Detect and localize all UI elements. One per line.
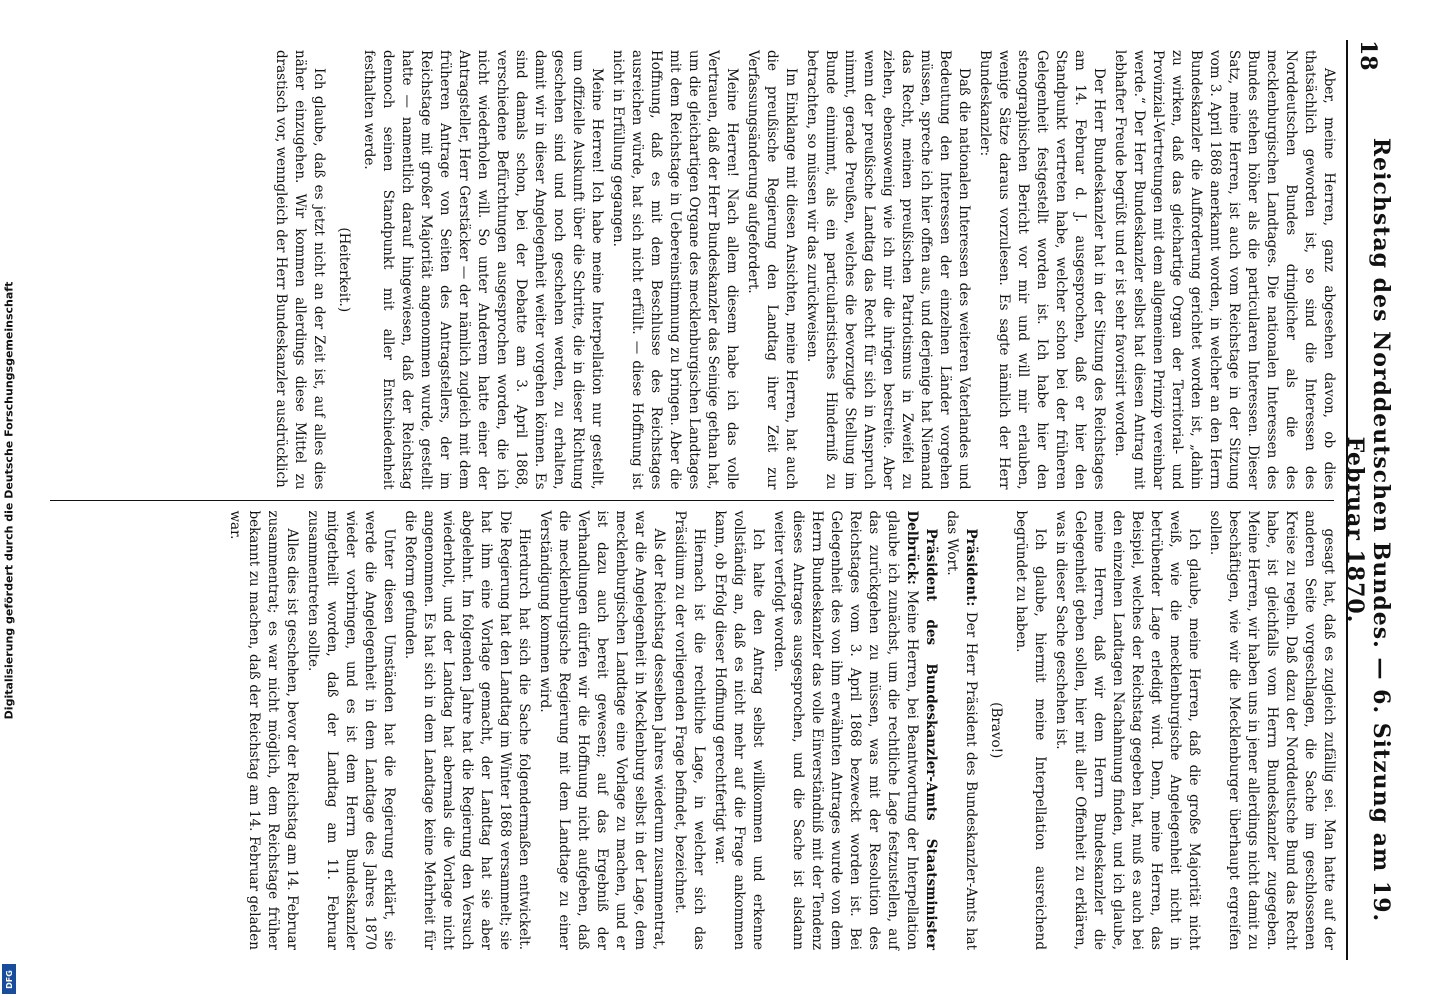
interjection: (Bravo!) [988,702,1004,759]
interjection: (Heiterkeit.) [336,227,352,313]
president-line [942,511,980,951]
paragraph: Hiernach ist die rechtliche Lage, in welcher sich das Präsidium zu der vorliegenden Frage befindet, bezeichnet. [672,510,707,950]
speaker-label: Präsident: [963,528,979,607]
digitization-credit [0,0,18,1000]
text-columns [46,40,1338,960]
page-number: 18 [1355,40,1381,71]
paragraph: Ich glaube, meine Herren, daß die große Majorität nicht weiß, wie die mecklenburgische Angelegenheit nicht in betrübender Lage erledigt wird. Denn, meine Herren, das Beispiel, welches der Reichstag gegeben hat, muß es auch bei den einzelnen Landtagen Nachahmung finden, und ich glaube, meine Herren, daß wir dem Herrn Bundeskanzler die Gelegenheit geben sollen, hier mit aller Offenheit zu erklären, was in dieser Sache geschehen ist. [1053,510,1202,950]
paragraph: Ich glaube, hiermit meine Interpellation ausreichend begründet zu haben. [1013,510,1048,950]
paragraph: Im Einklange mit diesen Ansichten, meine Herren, hat auch die preußische Regierung den Landtag ihrer Zeit zur Verfassungsänderung aufgefordert. [745,50,799,490]
paragraph: Ich halte den Antrag selbst willkommen und erkenne vollständig an, daß es nicht mehr auf die Frage ankommen kann, ob Erfolg dieser Hoffnung gerechtfertigt war. [712,510,766,950]
paragraph: Alles dies ist geschehen, bevor der Reichstag am 14. Februar zusammentrat; es war nicht möglich, dem Reichstage früher bekannt zu machen, daß der Reichstag am 14. Februar geladen war. [227,510,300,950]
left-column [46,40,1338,500]
paragraph: Ich glaube, daß es jetzt nicht an der Zeit ist, auf alles dies näher einzugehen. Wir kommen allerdings diese Mittel zu drastisch vor, wenngleich der Herr Bundeskanzler ausdrücklich [273,50,327,490]
paragraph: Aber, meine Herren, ganz abgesehen davon, ob dies thatsächlich geworden ist, so sind die Interessen des Norddeutschen Bundes dringlicher als die des mecklenburgischen Landtages. Die nationalen Interessen des Bundes stehen höher als die particularen Interessen. Dieser Satz, meine Herren, ist auch vom Reichstage in der Sitzung vom 3. April 1868 anerkannt worden, in welcher an den Herrn Bundeskanzler die Aufforderung gerichtet worden ist, „dahin zu wirken, daß das gleichartige Organ der Territorial- und Provinzial-Vertretungen mit dem allgemeinen Prinzip vereinbar werde.“ Der Herr Bundeskanzler selbst hat diesen Antrag mit lebhafter Freude begrüßt und er ist sehr favorisirt worden. [1112,50,1337,490]
paragraph: gesagt hat, daß es zugleich zufällig sei. Man hatte auf der anderen Seite vorgeschlagen, die Sache im geschlossenen Kreise zu regeln. Daß dazu der Norddeutsche Bund das Recht habe, ist gleichfalls vom Herrn Bundeskanzler zugegeben. Meine Herren, wir haben uns in jener allerdings nicht damit zu beschäftigen, wie wir die Mecklenburger überhaupt ergreifen sollen. [1207,510,1337,950]
digitization-credit-text: Digitalisierung gefördert durch die Deutsche Forschungsgemeinschaft [2,281,16,719]
speech-text: Meine Herren, bei Beantwortung der Interpellation glaube ich zunächst, um die rechtliche Lage festzustellen, auf das zurückgehen zu müssen, was mit der Resolution des Reichstages vom 3. April 1868 bezweckt worden ist. Bei Gelegenheit des von ihm erwähnten Antrages wurde von dem Herrn Bundeskanzler das volle Einverständniß mit der Tendenz dieses Antrages ausgesprochen, und die Sache ist alsdann weiter verfolgt worden. [771,510,920,950]
paragraph: Unter diesen Umständen hat die Regierung erklärt, sie werde die Angelegenheit in dem Landtage des Jahres 1870 wieder vorbringen, und es ist dem Herrn Bundeskanzler mitgetheilt worden, daß der Landtag am 11. Februar zusammentreten sollte. [305,510,397,950]
rotated-page-content [36,20,1396,980]
speech-text: Der Herr Präsident des Bundeskanzler-Amts hat das Wort. [944,510,979,950]
paragraph: Meine Herren! Nach allem diesem habe ich das volle Vertrauen, daß der Herr Bundeskanzler das Seinige gethan hat, um die gleichartigen Organe des mecklenburgischen Landtages mit dem Reichstage in Uebereinstimmung zu bringen. Aber die Hoffnung, daß es mit dem Beschlusse des Reichstages ausreichen würde, hat sich nicht erfüllt. — diese Hoffnung ist nicht in Erfüllung gegangen. [610,50,740,490]
right-column [46,501,1338,961]
dfg-logo [2,964,16,994]
dfg-logo-text: DFG [4,969,14,989]
paragraph: Hierdurch hat sich die Sache folgendermaßen entwickelt. Die Regierung hat den Landtag im Winter 1868 versammelt; sie hat ihm eine Vorlage gemacht, der Landtag hat sie aber abgelehnt. Im folgenden Jahre hat die Regierung den Versuch wiederholt, und der Landtag hat abermals die Vorlage nicht angenommen. Es hat sich in dem Landtage keine Mehrheit für die Reform gefunden. [402,510,532,950]
paragraph: Meine Herren! Ich habe meine Interpellation nur gestellt, um offizielle Auskunft über die Schritte, die in dieser Richtung geschehen sind und noch geschehen werden, zu erhalten, damit wir in dieser Angelegenheit weiter vorgehen können. Es sind damals schon, bei der Debatte am 3. April 1868, verschiedene Befürchtungen ausgesprochen worden, die ich nicht wiederholen will. So unter Anderem hatte einer der Antragsteller, Herr Gerstäcker — der nämlich zugleich mit dem früheren Antrage von Seiten des Antragstellers, der im Reichstage mit großer Majorität angenommen wurde, gestellt hatte — namentlich darauf hingewiesen, daß der Reichstag dennoch seinen Standpunkt mit aller Entschiedenheit festhalten werde. [361,50,605,490]
paragraph: Als der Reichstag desselben Jahres wiederum zusammentrat, war die Angelegenheit in Mecklenburg selbst in der Lage, dem mecklenburgischen Landtage eine Vorlage zu machen, und er ist dazu auch bereit gewesen; auf das Ergebniß der Verhandlungen dürfen wir die Hoffnung nicht aufgeben, daß die mecklenburgische Regierung mit dem Landtage zu einer Verständigung kommen wird. [537,510,667,950]
page-header [1342,40,1394,960]
speaker-line [769,511,940,951]
speaker-label: Präsident des Bundeskanzler-Amts Staatsminister Delbrück: [904,510,939,950]
paragraph: Der Herr Bundeskanzler hat in der Sitzung des Reichstages am 14. Februar d. J. ausgesprochen, daß er hier den Standpunkt vertreten habe, welcher schon bei der früheren Gelegenheit festgestellt worden ist. Ich habe hier den stenographischen Bericht vor mir und will mir erlauben, wenige Sätze daraus vorzulesen. Es sagte nämlich der Herr Bundeskanzler: [977,50,1107,490]
running-head: Reichstag des Norddeutschen Bundes. — 6. Sitzung am 19. Februar 1870. [1342,137,1394,923]
paragraph: Daß die nationalen Interessen des weiteren Vaterlandes und Bedeutung den Interessen der einzelnen Länder vorgehen müssen, spreche ich hier offen aus, und derjenige hat Niemand das Recht, meinen preußischen Patriotismus in Zweifel zu ziehen, ebensowenig wie ich mir die ihrigen bestreite. Aber wenn der preußische Landtag das Recht für sich in Anspruch nimmt, gerade Preußen, welches die bevorzugte Stellung im Bunde einnimmt, als ein particularistisches Hinderniß zu betrachten, so müssen wir das zurückweisen. [804,50,972,490]
